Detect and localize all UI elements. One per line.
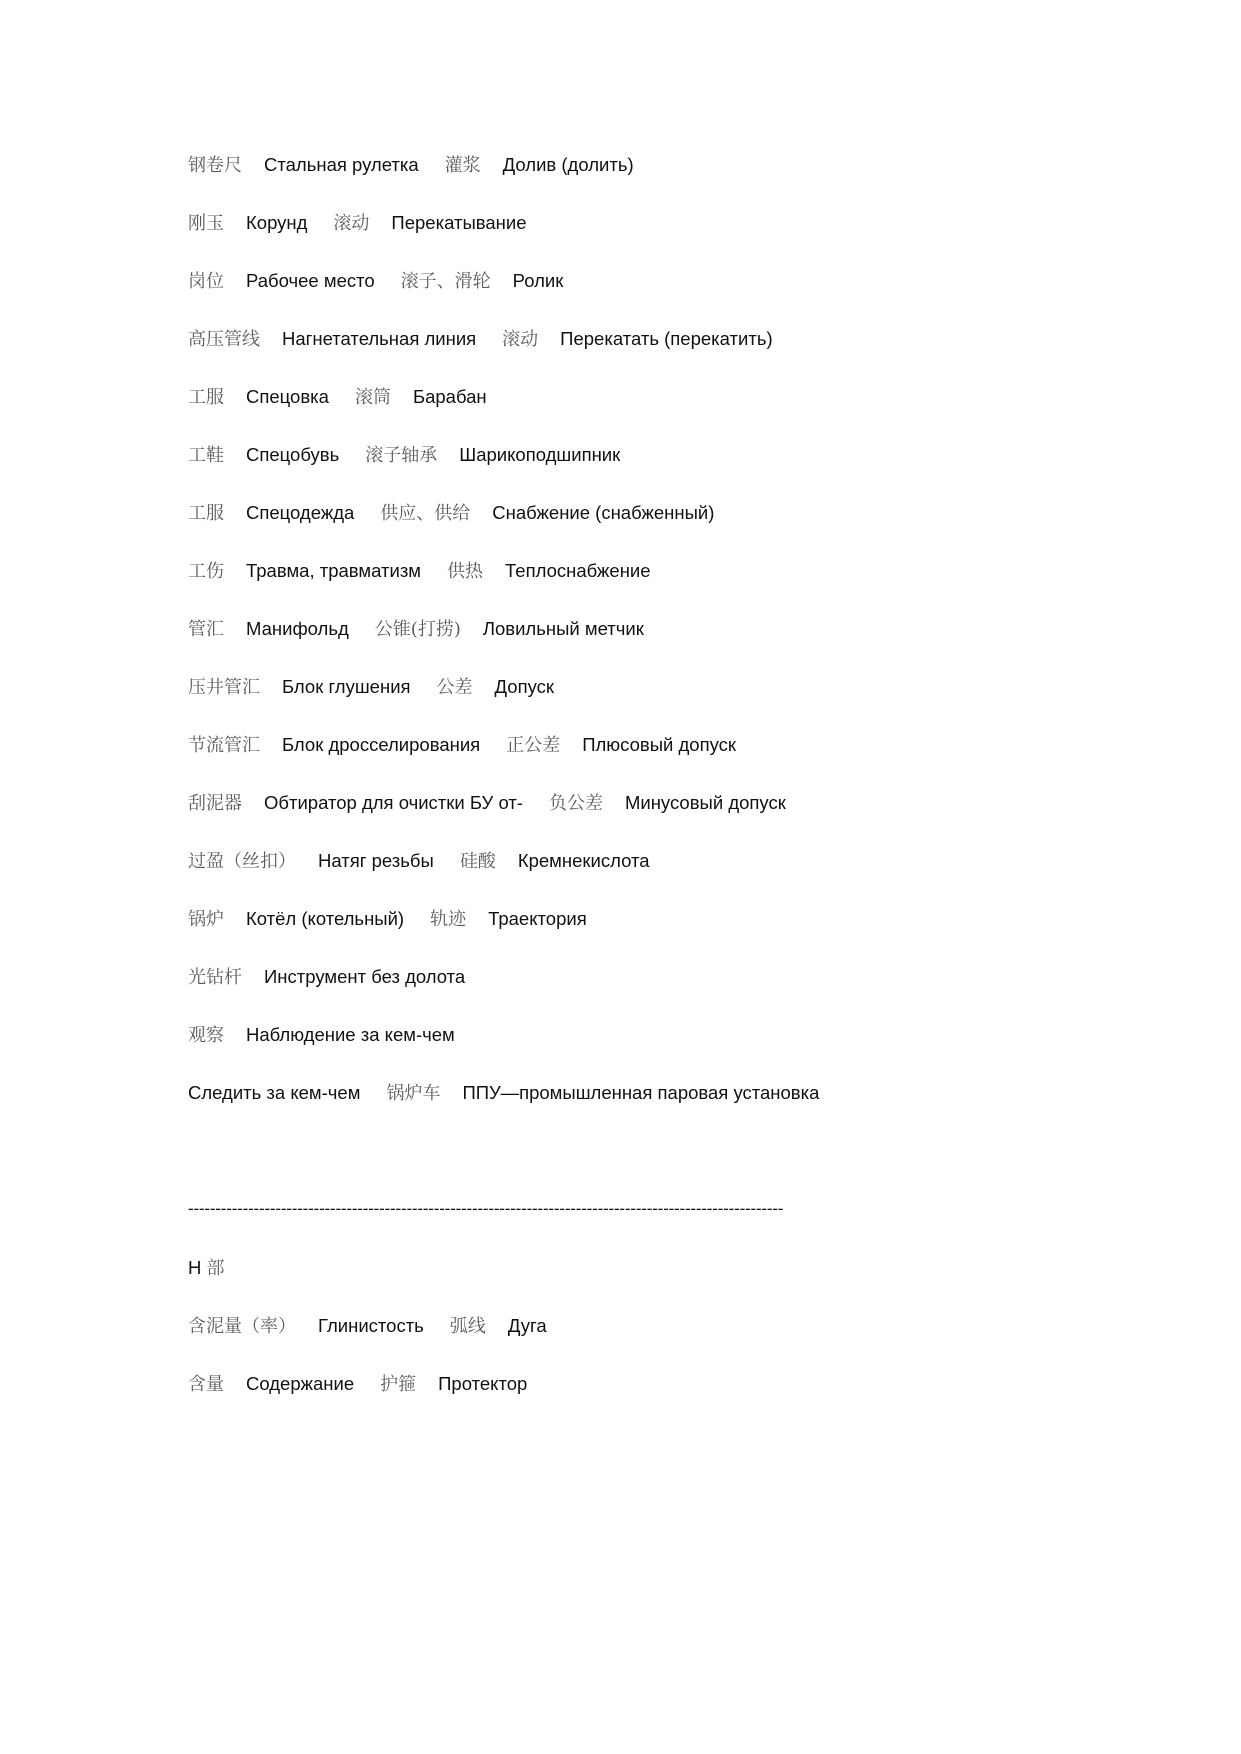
term-ru: Натяг резьбы: [318, 850, 434, 871]
term-zh: 压井管汇: [188, 677, 260, 698]
glossary-row: [188, 501, 714, 526]
term-zh: 滚筒: [354, 387, 391, 408]
term-ru: Снабжение (снабженный): [492, 502, 715, 523]
glossary-row: [188, 1081, 819, 1106]
term-zh: 刮泥器: [188, 793, 242, 814]
section-heading: [188, 1256, 225, 1281]
term-zh: 工伤: [188, 561, 224, 582]
term-zh: 供应、供给: [380, 503, 471, 524]
term-zh: 工服: [188, 503, 224, 524]
term-ru: Котёл (котельный): [246, 908, 405, 929]
term-zh: 锅炉: [188, 909, 224, 930]
term-zh: 含量: [188, 1374, 224, 1395]
term-ru: Спецодежда: [246, 502, 355, 523]
term-ru: Манифольд: [246, 618, 349, 639]
term-zh: 过盈（丝扣）: [188, 851, 296, 872]
term-ru: Содержание: [246, 1373, 355, 1394]
term-zh: 弧线: [449, 1316, 486, 1337]
term-zh: 高压管线: [188, 329, 260, 350]
glossary-row: [188, 385, 487, 410]
term-zh: 岗位: [188, 271, 224, 292]
term-ru: Ролик: [512, 270, 564, 291]
term-zh: 光钻杆: [188, 967, 242, 988]
glossary-row: [188, 443, 620, 468]
term-zh: 节流管汇: [188, 735, 260, 756]
term-zh: 钢卷尺: [188, 155, 242, 176]
term-zh: 轨迹: [430, 909, 467, 930]
term-zh: 正公差: [506, 735, 561, 756]
glossary-row: [188, 965, 465, 990]
term-ru: Спецовка: [246, 386, 329, 407]
term-ru: Допуск: [494, 676, 554, 697]
term-ru: Следить за кем-чем: [188, 1082, 361, 1103]
glossary-row: [188, 153, 634, 178]
term-ru: Плюсовый допуск: [582, 734, 737, 755]
glossary-row: [188, 1372, 527, 1397]
term-zh: 工鞋: [188, 445, 224, 466]
glossary-row: [188, 675, 554, 700]
term-zh: 滚动: [333, 213, 370, 234]
term-ru: Траектория: [488, 908, 587, 929]
term-ru: Ловильный метчик: [482, 618, 644, 639]
term-zh: 公锥(打捞): [374, 619, 461, 640]
glossary-row: [188, 327, 773, 352]
term-zh: 硅酸: [459, 851, 496, 872]
term-ru: Блок глушения: [282, 676, 411, 697]
term-ru: Протектор: [438, 1373, 528, 1394]
term-ru: Наблюдение за кем-чем: [246, 1024, 455, 1045]
term-ru: Блок дросселирования: [282, 734, 481, 755]
term-ru: Перекатать (перекатить): [560, 328, 773, 349]
section-letter: H: [188, 1257, 202, 1278]
term-zh: 滚子轴承: [365, 445, 438, 466]
glossary-row: [188, 791, 786, 816]
term-zh: 工服: [188, 387, 224, 408]
term-ru: Обтиратор для очистки БУ от-: [264, 792, 523, 813]
term-zh: 滚动: [502, 329, 539, 350]
glossary-row: [188, 617, 644, 642]
term-ru: Спецобувь: [246, 444, 340, 465]
term-ru: Корунд: [246, 212, 308, 233]
term-ru: Кремнекислота: [517, 850, 650, 871]
term-ru: Глинистость: [318, 1315, 424, 1336]
glossary-row: [188, 733, 736, 758]
glossary-row: [188, 269, 563, 294]
term-zh: 负公差: [548, 793, 603, 814]
term-ru: Инструмент без долота: [264, 966, 466, 987]
glossary-row: [188, 1023, 455, 1048]
glossary-row: [188, 907, 587, 932]
glossary-row: [188, 211, 527, 236]
section-divider: -------------------------------------------------------------------------------------------------------------: [188, 1199, 784, 1218]
term-ru: Рабочее место: [246, 270, 375, 291]
glossary-row: [188, 559, 651, 584]
term-zh: 观察: [188, 1025, 224, 1046]
term-ru: Дуга: [507, 1315, 547, 1336]
term-ru: Травма, травматизм: [246, 560, 422, 581]
term-zh: 刚玉: [188, 213, 224, 234]
term-zh: 含泥量（率）: [188, 1316, 296, 1337]
glossary-row: [188, 849, 650, 874]
term-zh: 管汇: [188, 619, 224, 640]
term-zh: 滚子、滑轮: [400, 271, 491, 292]
term-ru: Нагнетательная линия: [282, 328, 477, 349]
term-zh: 锅炉车: [386, 1083, 441, 1104]
term-zh: 公差: [436, 677, 473, 698]
term-ru: Барабан: [412, 386, 487, 407]
term-zh: 护箍: [380, 1374, 417, 1395]
term-ru: Перекатывание: [391, 212, 527, 233]
glossary-row: [188, 1314, 547, 1339]
term-ru: ППУ—промышленная паровая установка: [462, 1082, 820, 1103]
term-zh: 灌浆: [444, 155, 481, 176]
term-ru: Теплоснабжение: [505, 560, 651, 581]
term-zh: 供热: [447, 561, 484, 582]
term-ru: Стальная рулетка: [264, 154, 419, 175]
term-ru: Минусовый допуск: [624, 792, 786, 813]
section-label-zh: 部: [206, 1258, 225, 1279]
term-ru: Шарикоподшипник: [459, 444, 621, 465]
term-ru: Долив (долить): [502, 154, 634, 175]
